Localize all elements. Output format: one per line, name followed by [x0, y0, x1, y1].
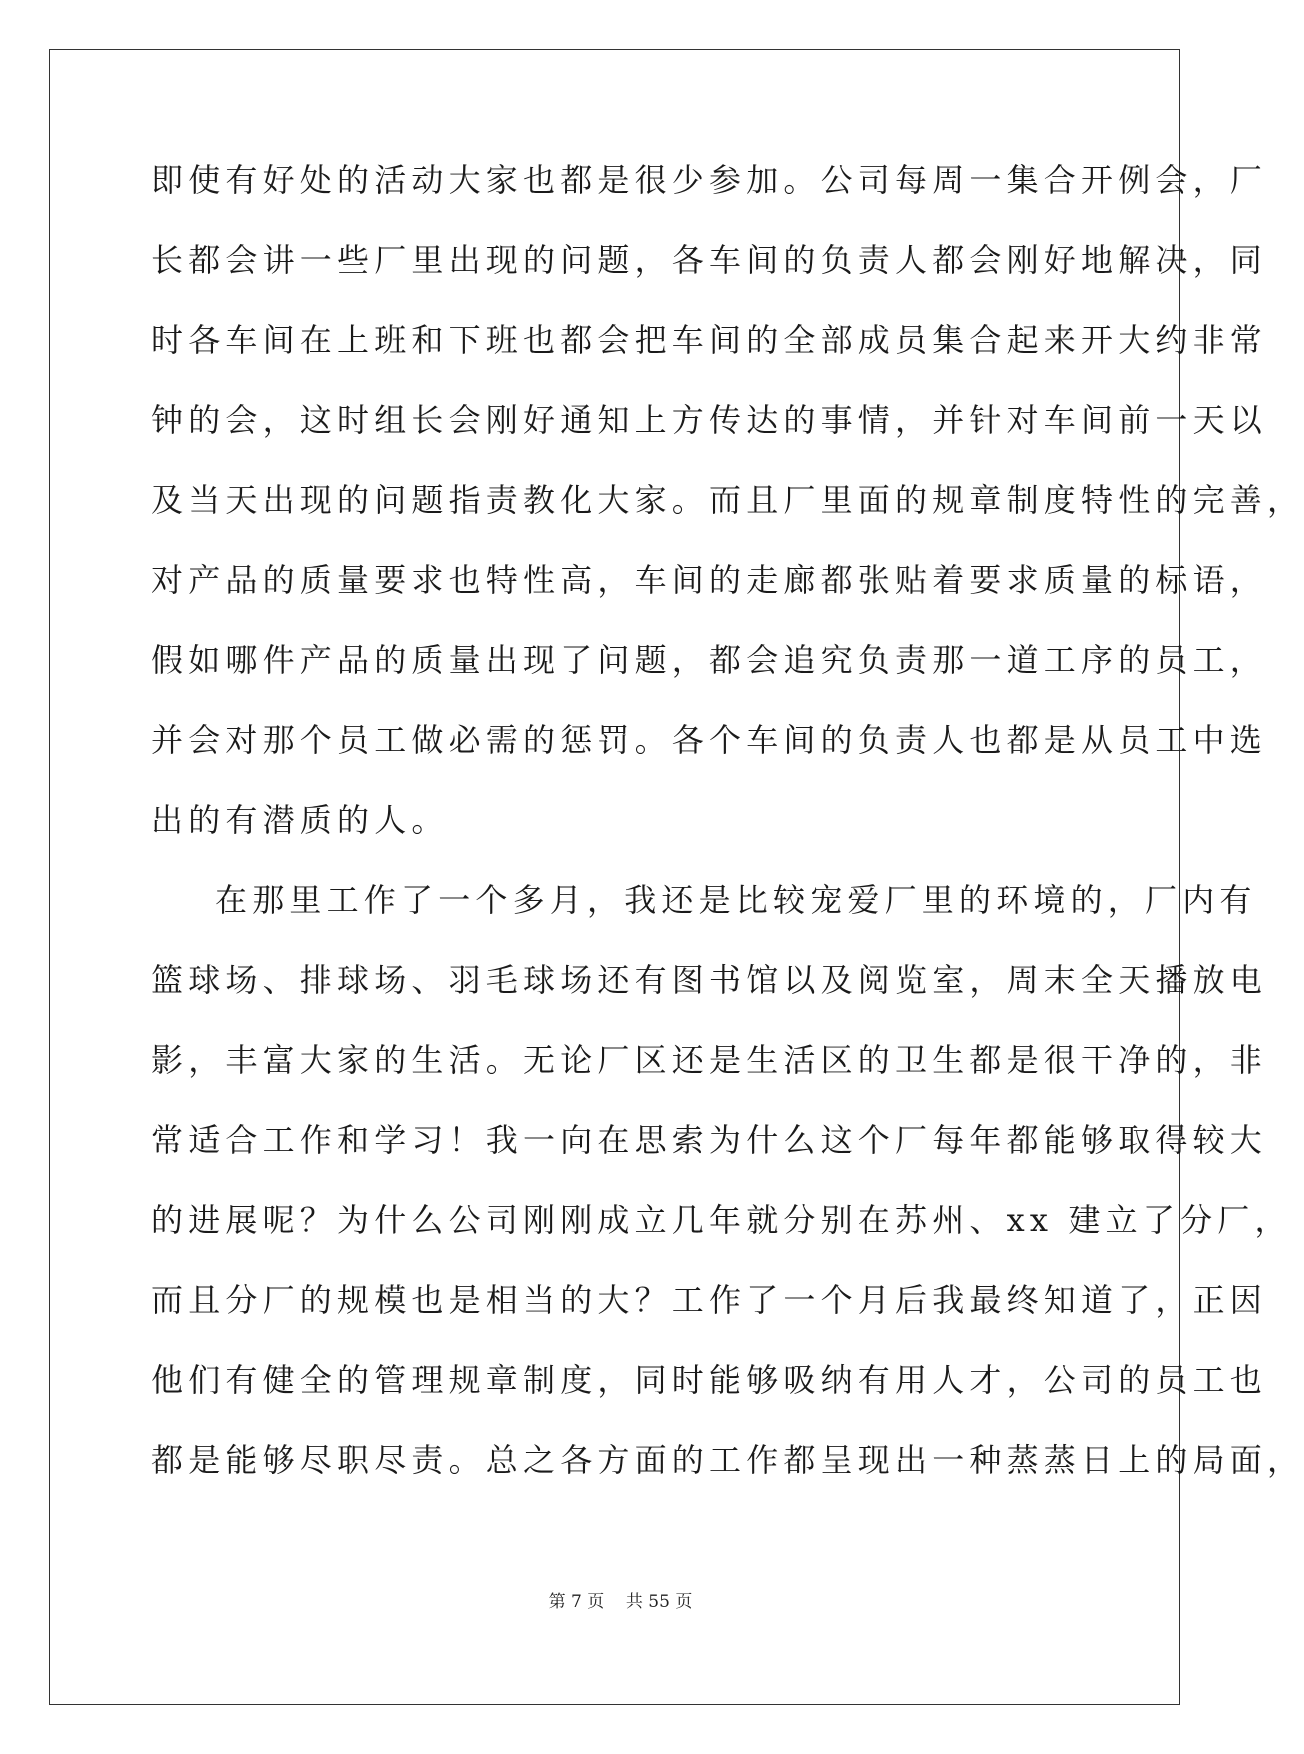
text-line-13: 常适合工作和学习！我一向在思索为什么这个厂每年都能够取得较大 — [151, 1121, 1268, 1159]
text-line-15: 而且分厂的规模也是相当的大？工作了一个月后我最终知道了，正因 — [151, 1281, 1268, 1319]
text-line-11: 篮球场、排球场、羽毛球场还有图书馆以及阅览室，周末全天播放电 — [151, 961, 1268, 999]
page-number-footer: 第 7 页 共 55 页 — [548, 1592, 693, 1612]
text-line-9: 出的有潜质的人。 — [151, 801, 449, 839]
text-line-14: 的进展呢？为什么公司刚刚成立几年就分别在苏州、xx 建立了分厂， — [151, 1201, 1292, 1239]
text-line-16: 他们有健全的管理规章制度，同时能够吸纳有用人才，公司的员工也 — [151, 1361, 1268, 1399]
text-line-6: 对产品的质量要求也特性高，车间的走廊都张贴着要求质量的标语， — [151, 561, 1268, 599]
text-line-17: 都是能够尽职尽责。总之各方面的工作都呈现出一种蒸蒸日上的局面， — [151, 1441, 1304, 1479]
text-line-12: 影，丰富大家的生活。无论厂区还是生活区的卫生都是很干净的，非 — [151, 1041, 1268, 1079]
text-line-5: 及当天出现的问题指责教化大家。而且厂里面的规章制度特性的完善， — [151, 481, 1304, 519]
text-line-8: 并会对那个员工做必需的惩罚。各个车间的负责人也都是从员工中选 — [151, 721, 1268, 759]
text-line-7: 假如哪件产品的质量出现了问题，都会追究负责那一道工序的员工， — [151, 641, 1268, 679]
text-line-1: 即使有好处的活动大家也都是很少参加。公司每周一集合开例会，厂 — [151, 161, 1268, 199]
text-line-2: 长都会讲一些厂里出现的问题，各车间的负责人都会刚好地解决，同 — [151, 241, 1268, 279]
text-line-3: 时各车间在上班和下班也都会把车间的全部成员集合起来开大约非常 — [151, 321, 1268, 359]
text-line-4: 钟的会，这时组长会刚好通知上方传达的事情，并针对车间前一天以 — [151, 401, 1268, 439]
document-body — [151, 152, 1304, 1512]
paragraph-start-line: 在那里工作了一个多月，我还是比较宠爱厂里的环境的，厂内有 — [215, 881, 1257, 919]
